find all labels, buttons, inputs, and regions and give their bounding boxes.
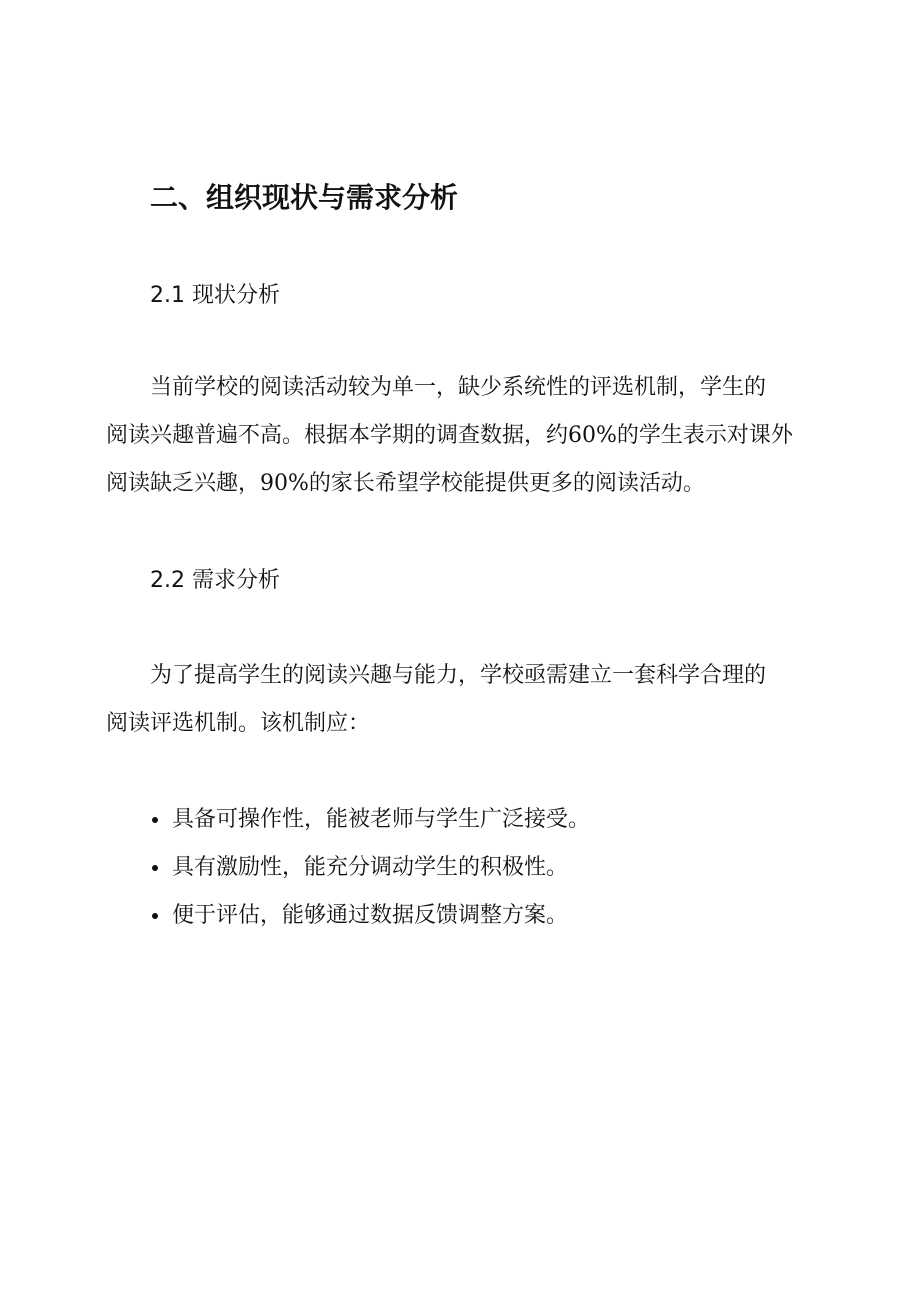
list-item-text: 具有激励性，能充分调动学生的积极性。	[172, 855, 569, 880]
current-status-paragraph	[106, 364, 806, 508]
list-item	[150, 844, 590, 892]
paragraph-line: 为了提高学生的阅读兴趣与能力，学校亟需建立一套科学合理的	[150, 663, 767, 688]
paragraph-line: 阅读评选机制。该机制应：	[106, 711, 371, 736]
needs-paragraph	[106, 652, 806, 748]
list-item	[150, 796, 590, 844]
subsection-heading-needs: 2.2 需求分析	[150, 568, 280, 593]
section-title: 二、组织现状与需求分析	[150, 181, 459, 214]
bullet-icon	[152, 865, 158, 871]
list-item-text: 便于评估，能够通过数据反馈调整方案。	[172, 903, 569, 928]
list-item-text: 具备可操作性，能被老师与学生广泛接受。	[172, 807, 591, 832]
bullet-icon	[152, 913, 158, 919]
paragraph-line: 阅读兴趣普遍不高。根据本学期的调查数据，约60%的学生表示对课外	[106, 423, 793, 448]
bullet-icon	[152, 817, 158, 823]
requirements-list	[150, 796, 590, 940]
paragraph-line: 阅读缺乏兴趣，90%的家长希望学校能提供更多的阅读活动。	[106, 471, 705, 496]
list-item	[150, 892, 590, 940]
paragraph-line: 当前学校的阅读活动较为单一，缺少系统性的评选机制，学生的	[150, 375, 767, 400]
subsection-heading-current-status: 2.1 现状分析	[150, 283, 280, 308]
